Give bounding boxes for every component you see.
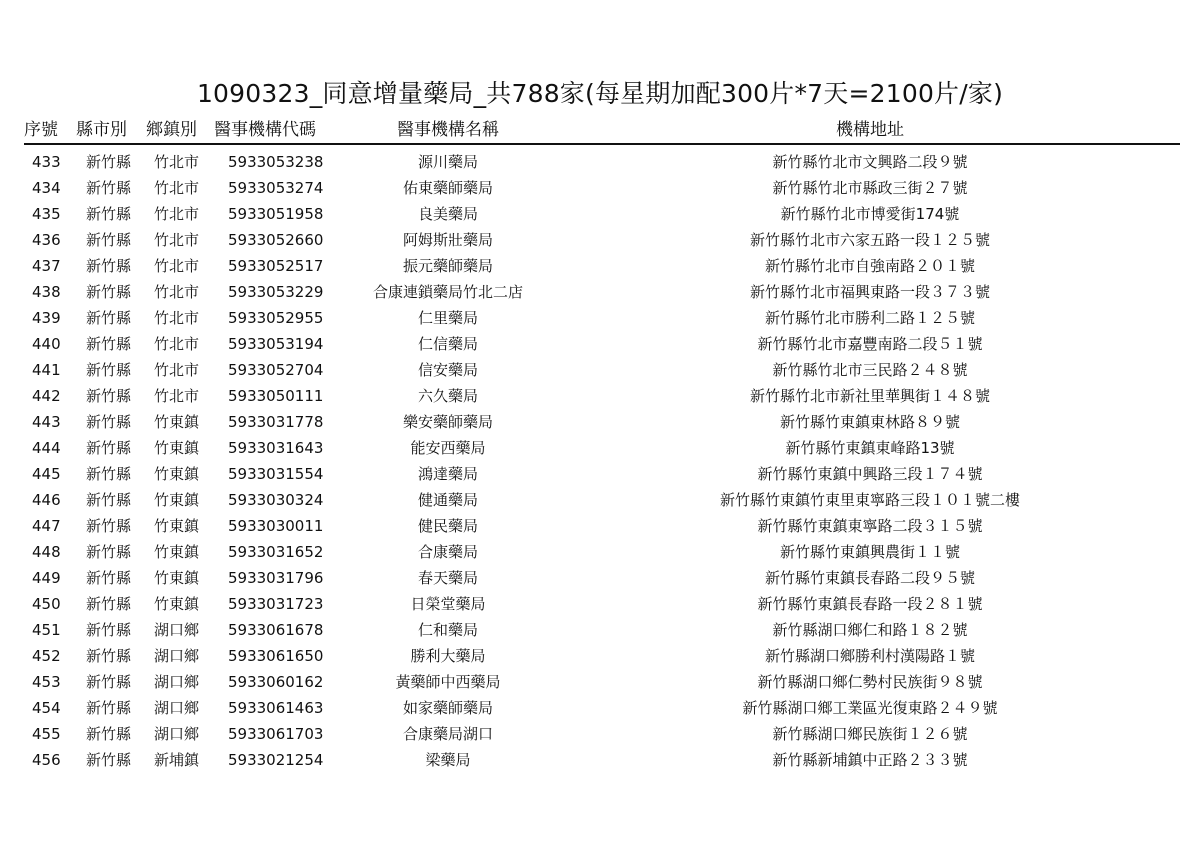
- cell-seq: 448: [32, 543, 61, 561]
- cell-institution-code: 5933030324: [228, 491, 324, 509]
- cell-township: 湖口鄉: [154, 647, 200, 665]
- header-township: 鄉鎮別: [146, 118, 214, 144]
- cell-township: 竹北市: [154, 205, 200, 223]
- cell-seq: 452: [32, 647, 61, 665]
- cell-address: 新竹縣湖口鄉勝利村漢陽路１號: [764, 647, 975, 665]
- cell-institution-name: 健通藥局: [417, 491, 478, 509]
- cell-seq: 443: [32, 413, 61, 431]
- cell-institution-code: 5933030011: [228, 517, 324, 535]
- table-header: [24, 118, 1180, 144]
- cell-institution-code: 5933031723: [228, 595, 324, 613]
- cell-county: 新竹縣: [86, 413, 132, 431]
- cell-institution-name: 阿姆斯壯藥局: [402, 231, 493, 249]
- header-row: [24, 118, 1180, 144]
- cell-township: 竹東鎮: [154, 491, 200, 509]
- cell-seq: 435: [32, 205, 61, 223]
- cell-county: 新竹縣: [86, 361, 132, 379]
- table-row: [24, 487, 1180, 513]
- table-row: [24, 383, 1180, 409]
- cell-address: 新竹縣竹北市六家五路一段１２５號: [749, 231, 990, 249]
- cell-institution-code: 5933061463: [228, 699, 324, 717]
- cell-county: 新竹縣: [86, 439, 132, 457]
- cell-institution-name: 信安藥局: [417, 361, 478, 379]
- table-row: [24, 409, 1180, 435]
- cell-institution-code: 5933053194: [228, 335, 324, 353]
- cell-county: 新竹縣: [86, 517, 132, 535]
- cell-institution-name: 仁信藥局: [417, 335, 478, 353]
- cell-address: 新竹縣竹東鎮東峰路13號: [785, 439, 955, 457]
- table-row: [24, 227, 1180, 253]
- table-body: [24, 144, 1180, 773]
- cell-township: 竹東鎮: [154, 465, 200, 483]
- cell-institution-code: 5933031554: [228, 465, 324, 483]
- cell-address: 新竹縣湖口鄉民族街１２６號: [772, 725, 968, 743]
- cell-seq: 438: [32, 283, 61, 301]
- cell-institution-name: 合康連鎖藥局竹北二店: [372, 283, 523, 301]
- cell-seq: 447: [32, 517, 61, 535]
- cell-address: 新竹縣竹北市勝利二路１２５號: [764, 309, 975, 327]
- cell-institution-name: 佑東藥師藥局: [402, 179, 493, 197]
- table-row: [24, 331, 1180, 357]
- cell-institution-code: 5933050111: [228, 387, 324, 405]
- cell-address: 新竹縣竹北市自強南路２０１號: [764, 257, 975, 275]
- cell-county: 新竹縣: [86, 257, 132, 275]
- cell-institution-name: 仁里藥局: [417, 309, 478, 327]
- cell-institution-code: 5933060162: [228, 673, 324, 691]
- cell-township: 竹北市: [154, 387, 200, 405]
- cell-county: 新竹縣: [86, 699, 132, 717]
- cell-institution-code: 5933052955: [228, 309, 324, 327]
- cell-institution-name: 梁藥局: [425, 751, 471, 769]
- cell-county: 新竹縣: [86, 569, 132, 587]
- cell-address: 新竹縣湖口鄉工業區光復東路２４９號: [742, 699, 998, 717]
- table-row: [24, 669, 1180, 695]
- cell-address: 新竹縣竹北市文興路二段９號: [772, 153, 968, 171]
- cell-seq: 436: [32, 231, 61, 249]
- cell-seq: 450: [32, 595, 61, 613]
- cell-address: 新竹縣湖口鄉仁和路１８２號: [772, 621, 968, 639]
- table-row: [24, 253, 1180, 279]
- cell-township: 竹北市: [154, 361, 200, 379]
- cell-township: 竹北市: [154, 179, 200, 197]
- table-row: [24, 617, 1180, 643]
- cell-township: 竹北市: [154, 231, 200, 249]
- cell-institution-name: 黃藥師中西藥局: [395, 673, 501, 691]
- cell-institution-code: 5933052660: [228, 231, 324, 249]
- cell-township: 湖口鄉: [154, 621, 200, 639]
- cell-address: 新竹縣竹東鎮長春路二段９５號: [764, 569, 975, 587]
- cell-seq: 445: [32, 465, 61, 483]
- cell-seq: 439: [32, 309, 61, 327]
- cell-institution-name: 六久藥局: [417, 387, 478, 405]
- cell-institution-name: 振元藥師藥局: [402, 257, 493, 275]
- cell-seq: 441: [32, 361, 61, 379]
- cell-institution-code: 5933053229: [228, 283, 324, 301]
- table-row: [24, 201, 1180, 227]
- cell-township: 竹東鎮: [154, 569, 200, 587]
- cell-seq: 449: [32, 569, 61, 587]
- cell-township: 湖口鄉: [154, 725, 200, 743]
- cell-seq: 442: [32, 387, 61, 405]
- cell-address: 新竹縣竹北市嘉豐南路二段５１號: [757, 335, 983, 353]
- cell-institution-name: 日榮堂藥局: [410, 595, 486, 613]
- cell-seq: 455: [32, 725, 61, 743]
- cell-institution-name: 良美藥局: [417, 205, 478, 223]
- cell-township: 竹東鎮: [154, 595, 200, 613]
- cell-township: 竹東鎮: [154, 543, 200, 561]
- cell-seq: 451: [32, 621, 61, 639]
- cell-institution-code: 5933031643: [228, 439, 324, 457]
- cell-township: 竹東鎮: [154, 517, 200, 535]
- cell-county: 新竹縣: [86, 205, 132, 223]
- cell-township: 竹北市: [154, 283, 200, 301]
- cell-county: 新竹縣: [86, 231, 132, 249]
- cell-institution-code: 5933031652: [228, 543, 324, 561]
- cell-county: 新竹縣: [86, 179, 132, 197]
- cell-seq: 433: [32, 153, 61, 171]
- cell-county: 新竹縣: [86, 751, 132, 769]
- cell-institution-code: 5933031778: [228, 413, 324, 431]
- cell-seq: 454: [32, 699, 61, 717]
- cell-institution-name: 樂安藥師藥局: [402, 413, 493, 431]
- table-row: [24, 144, 1180, 175]
- table-row: [24, 279, 1180, 305]
- cell-address: 新竹縣湖口鄉仁勢村民族街９８號: [757, 673, 983, 691]
- cell-institution-code: 5933052517: [228, 257, 324, 275]
- cell-township: 竹東鎮: [154, 439, 200, 457]
- page-title: 1090323_同意增量藥局_共788家(每星期加配300片*7天=2100片/家): [196, 79, 1004, 108]
- cell-institution-name: 合康藥局湖口: [402, 725, 493, 743]
- cell-institution-name: 春天藥局: [417, 569, 478, 587]
- cell-county: 新竹縣: [86, 673, 132, 691]
- cell-county: 新竹縣: [86, 725, 132, 743]
- cell-address: 新竹縣新埔鎮中正路２３３號: [772, 751, 968, 769]
- cell-county: 新竹縣: [86, 309, 132, 327]
- cell-county: 新竹縣: [86, 595, 132, 613]
- cell-address: 新竹縣竹東鎮東林路８９號: [779, 413, 960, 431]
- cell-institution-name: 合康藥局: [417, 543, 478, 561]
- header-county: 縣市別: [76, 118, 146, 144]
- cell-seq: 446: [32, 491, 61, 509]
- cell-address: 新竹縣竹東鎮長春路一段２８１號: [757, 595, 983, 613]
- cell-institution-code: 5933053238: [228, 153, 324, 171]
- cell-seq: 456: [32, 751, 61, 769]
- header-institution-code: 醫事機構代碼: [214, 118, 336, 144]
- cell-seq: 437: [32, 257, 61, 275]
- header-address: 機構地址: [560, 118, 1180, 144]
- cell-county: 新竹縣: [86, 491, 132, 509]
- cell-county: 新竹縣: [86, 283, 132, 301]
- cell-institution-name: 仁和藥局: [417, 621, 478, 639]
- cell-institution-name: 健民藥局: [417, 517, 478, 535]
- cell-address: 新竹縣竹北市三民路２４８號: [772, 361, 968, 379]
- cell-seq: 444: [32, 439, 61, 457]
- cell-township: 竹北市: [154, 309, 200, 327]
- cell-county: 新竹縣: [86, 387, 132, 405]
- table-row: [24, 591, 1180, 617]
- cell-county: 新竹縣: [86, 153, 132, 171]
- cell-county: 新竹縣: [86, 335, 132, 353]
- cell-township: 湖口鄉: [154, 699, 200, 717]
- header-seq: 序號: [24, 118, 76, 144]
- table-row: [24, 539, 1180, 565]
- table-row: [24, 461, 1180, 487]
- cell-county: 新竹縣: [86, 647, 132, 665]
- cell-township: 湖口鄉: [154, 673, 200, 691]
- cell-county: 新竹縣: [86, 465, 132, 483]
- cell-institution-code: 5933061703: [228, 725, 324, 743]
- cell-township: 竹北市: [154, 257, 200, 275]
- pharmacy-table-container: [24, 118, 1180, 773]
- header-institution-name: 醫事機構名稱: [336, 118, 560, 144]
- cell-address: 新竹縣竹北市新社里華興街１４８號: [749, 387, 990, 405]
- cell-address: 新竹縣竹東鎮中興路三段１７４號: [757, 465, 983, 483]
- cell-township: 竹北市: [154, 153, 200, 171]
- cell-institution-code: 5933053274: [228, 179, 324, 197]
- cell-seq: 440: [32, 335, 61, 353]
- cell-address: 新竹縣竹北市縣政三街２７號: [772, 179, 968, 197]
- pharmacy-table: [24, 118, 1180, 773]
- table-row: [24, 357, 1180, 383]
- cell-institution-code: 5933031796: [228, 569, 324, 587]
- table-row: [24, 747, 1180, 773]
- cell-county: 新竹縣: [86, 621, 132, 639]
- cell-institution-code: 5933061678: [228, 621, 324, 639]
- cell-institution-code: 5933052704: [228, 361, 324, 379]
- cell-institution-name: 源川藥局: [417, 153, 478, 171]
- table-row: [24, 435, 1180, 461]
- table-row: [24, 721, 1180, 747]
- cell-address: 新竹縣竹北市博愛街174號: [780, 205, 960, 223]
- cell-township: 新埔鎮: [154, 751, 200, 769]
- table-row: [24, 695, 1180, 721]
- cell-institution-code: 5933051958: [228, 205, 324, 223]
- table-row: [24, 643, 1180, 669]
- cell-institution-name: 鴻達藥局: [417, 465, 478, 483]
- cell-address: 新竹縣竹東鎮興農街１１號: [779, 543, 960, 561]
- cell-seq: 434: [32, 179, 61, 197]
- cell-township: 竹東鎮: [154, 413, 200, 431]
- cell-institution-code: 5933061650: [228, 647, 324, 665]
- table-row: [24, 175, 1180, 201]
- cell-address: 新竹縣竹東鎮東寧路二段３１５號: [757, 517, 983, 535]
- cell-township: 竹北市: [154, 335, 200, 353]
- table-row: [24, 305, 1180, 331]
- cell-institution-name: 如家藥師藥局: [402, 699, 493, 717]
- cell-county: 新竹縣: [86, 543, 132, 561]
- cell-institution-name: 勝利大藥局: [410, 647, 486, 665]
- table-row: [24, 513, 1180, 539]
- cell-address: 新竹縣竹北市福興東路一段３７３號: [749, 283, 990, 301]
- cell-address: 新竹縣竹東鎮竹東里東寧路三段１０１號二樓: [719, 491, 1020, 509]
- cell-institution-name: 能安西藥局: [410, 439, 486, 457]
- cell-seq: 453: [32, 673, 61, 691]
- table-row: [24, 565, 1180, 591]
- cell-institution-code: 5933021254: [228, 751, 324, 769]
